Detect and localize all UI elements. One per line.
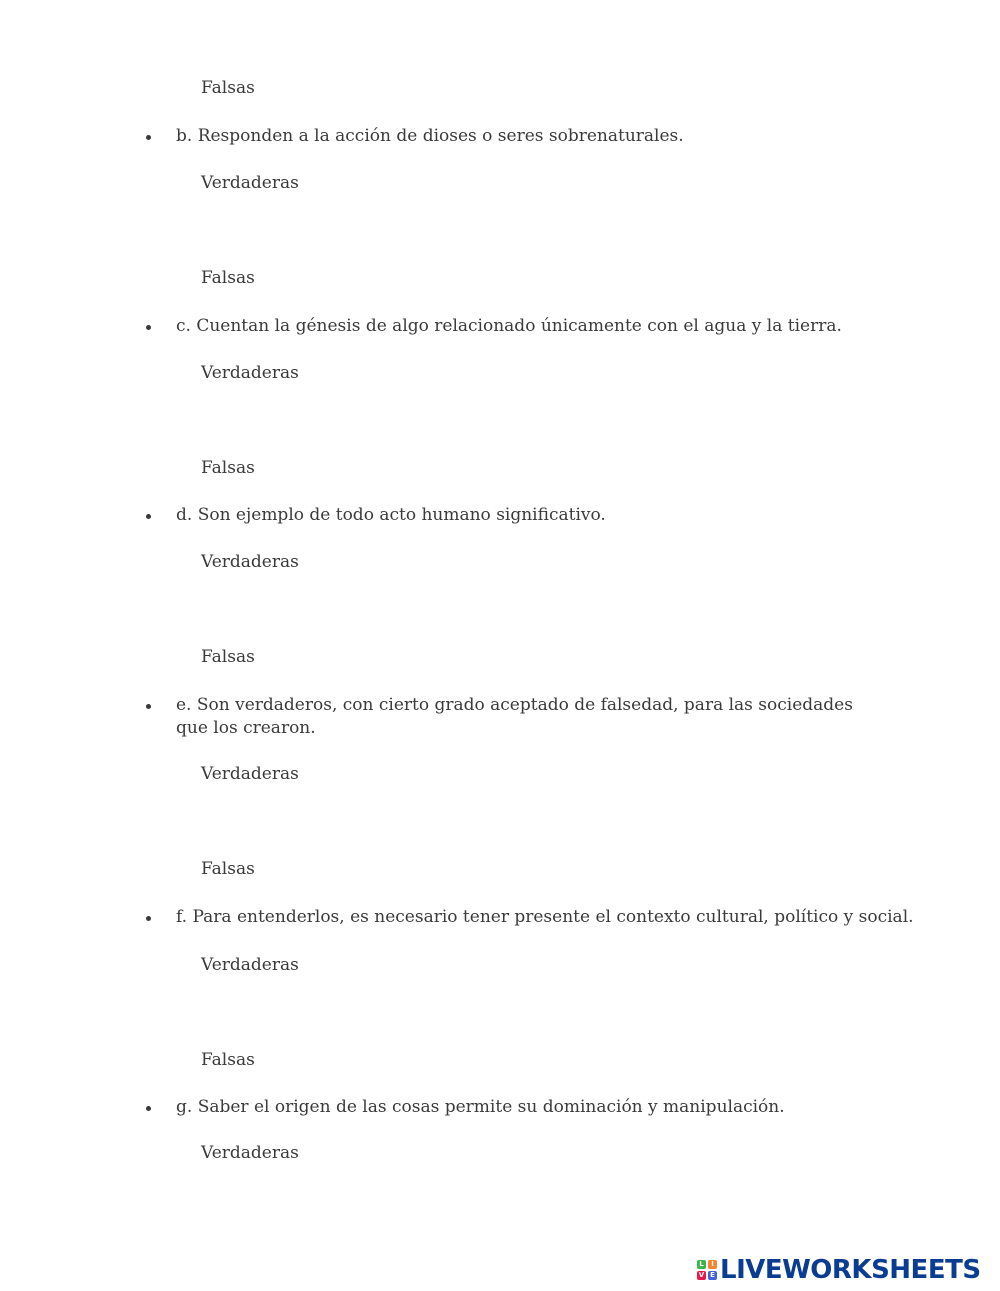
logo-letter: L xyxy=(697,1260,706,1269)
question-d: d. Son ejemplo de todo acto humano significativo. xyxy=(176,505,606,525)
bullet xyxy=(146,1106,151,1111)
option-false[interactable]: Falsas xyxy=(201,78,255,98)
option-true[interactable]: Verdaderas xyxy=(201,552,299,572)
option-true[interactable]: Verdaderas xyxy=(201,1143,299,1163)
question-b: b. Responden a la acción de dioses o seres sobrenaturales. xyxy=(176,126,684,146)
option-true[interactable]: Verdaderas xyxy=(201,363,299,383)
option-true[interactable]: Verdaderas xyxy=(201,764,299,784)
logo-text: LIVEWORKSHEETS xyxy=(720,1255,981,1285)
question-g: g. Saber el origen de las cosas permite su dominación y manipulación. xyxy=(176,1097,785,1117)
option-true[interactable]: Verdaderas xyxy=(201,955,299,975)
bullet xyxy=(146,135,151,140)
logo-letter: V xyxy=(698,1271,705,1279)
question-c: c. Cuentan la génesis de algo relacionado únicamente con el agua y la tierra. xyxy=(176,316,842,336)
logo-letter: I xyxy=(708,1260,717,1269)
logo-mark-icon xyxy=(697,1260,717,1280)
liveworksheets-logo xyxy=(697,1256,981,1284)
option-false[interactable]: Falsas xyxy=(201,1050,255,1070)
option-false[interactable]: Falsas xyxy=(201,268,255,288)
option-false[interactable]: Falsas xyxy=(201,458,255,478)
option-true[interactable]: Verdaderas xyxy=(201,173,299,193)
bullet xyxy=(146,325,151,330)
option-false[interactable]: Falsas xyxy=(201,647,255,667)
question-f: f. Para entenderlos, es necesario tener presente el contexto cultural, político y social. xyxy=(176,907,914,927)
question-e: e. Son verdaderos, con cierto grado aceptado de falsedad, para las sociedades que los crearon. xyxy=(176,695,853,738)
bullet xyxy=(146,916,151,921)
logo-letter: E xyxy=(708,1271,717,1280)
option-false[interactable]: Falsas xyxy=(201,859,255,879)
bullet xyxy=(146,704,151,709)
bullet xyxy=(146,514,151,519)
